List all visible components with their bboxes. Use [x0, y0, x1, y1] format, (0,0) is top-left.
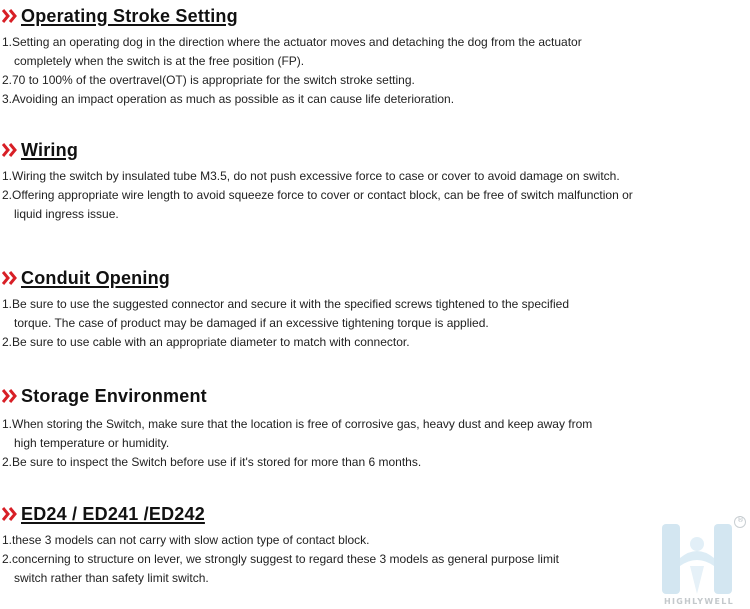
item-list — [2, 295, 569, 352]
list-item: 2.70 to 100% of the overtravel(OT) is appropriate for the switch stroke setting. — [2, 73, 415, 87]
list-item: 1.Setting an operating dog in the direction where the actuator moves and detaching the dog from the actuator — [2, 35, 582, 49]
list-item: 2.Be sure to inspect the Switch before use if it's stored for more than 6 months. — [2, 455, 422, 469]
section-title: Storage Environment — [21, 385, 207, 406]
item-list — [2, 531, 559, 588]
double-chevron-right-icon — [2, 507, 19, 521]
list-item: 1.Be sure to use the suggested connector and secure it with the specified screws tightened to the specified — [2, 297, 570, 311]
list-item-continuation: switch rather than safety limit switch. — [14, 571, 209, 585]
list-item-continuation: completely when the switch is at the free position (FP). — [14, 54, 305, 68]
double-chevron-right-icon — [2, 271, 19, 285]
section-title: Wiring — [21, 139, 79, 160]
double-chevron-right-icon — [2, 389, 19, 403]
registered-mark: ® — [737, 516, 744, 524]
section-title: Operating Stroke Setting — [21, 5, 238, 26]
list-item-continuation: high temperature or humidity. — [14, 436, 170, 450]
section-heading — [2, 384, 207, 408]
list-item: 1.these 3 models can not carry with slow action type of contact block. — [2, 533, 370, 547]
item-list — [2, 415, 592, 472]
list-item: 1.When storing the Switch, make sure that the location is free of corrosive gas, heavy dust and keep away from — [2, 417, 593, 431]
highlywell-logo — [652, 514, 748, 608]
list-item: 2.concerning to structure on lever, we strongly suggest to regard these 3 models as general purpose limit — [2, 552, 559, 566]
section-heading — [2, 138, 78, 162]
list-item: 2.Offering appropriate wire length to avoid squeeze force to cover or contact block, can be free of switch malfunction or — [2, 188, 633, 202]
list-item-continuation: liquid ingress issue. — [14, 207, 119, 221]
section-heading — [2, 266, 170, 290]
list-item: 1.Wiring the switch by insulated tube M3.5, do not push excessive force to case or cover to avoid damage on switch. — [2, 169, 620, 183]
section-heading — [2, 502, 205, 526]
section-heading — [2, 4, 238, 28]
item-list — [2, 167, 633, 224]
logo-mark-icon — [652, 514, 748, 598]
item-list — [2, 33, 582, 109]
section-title: ED24 / ED241 /ED242 — [21, 503, 205, 524]
double-chevron-right-icon — [2, 9, 19, 23]
logo-wordmark: HIGHLYWELL — [663, 597, 735, 606]
section-title: Conduit Opening — [21, 267, 170, 288]
list-item: 2.Be sure to use cable with an appropriate diameter to match with connector. — [2, 335, 410, 349]
list-item: 3.Avoiding an impact operation as much as possible as it can cause life deterioration. — [2, 92, 455, 106]
list-item-continuation: torque. The case of product may be damaged if an excessive tightening torque is applied. — [14, 316, 489, 330]
double-chevron-right-icon — [2, 143, 19, 157]
